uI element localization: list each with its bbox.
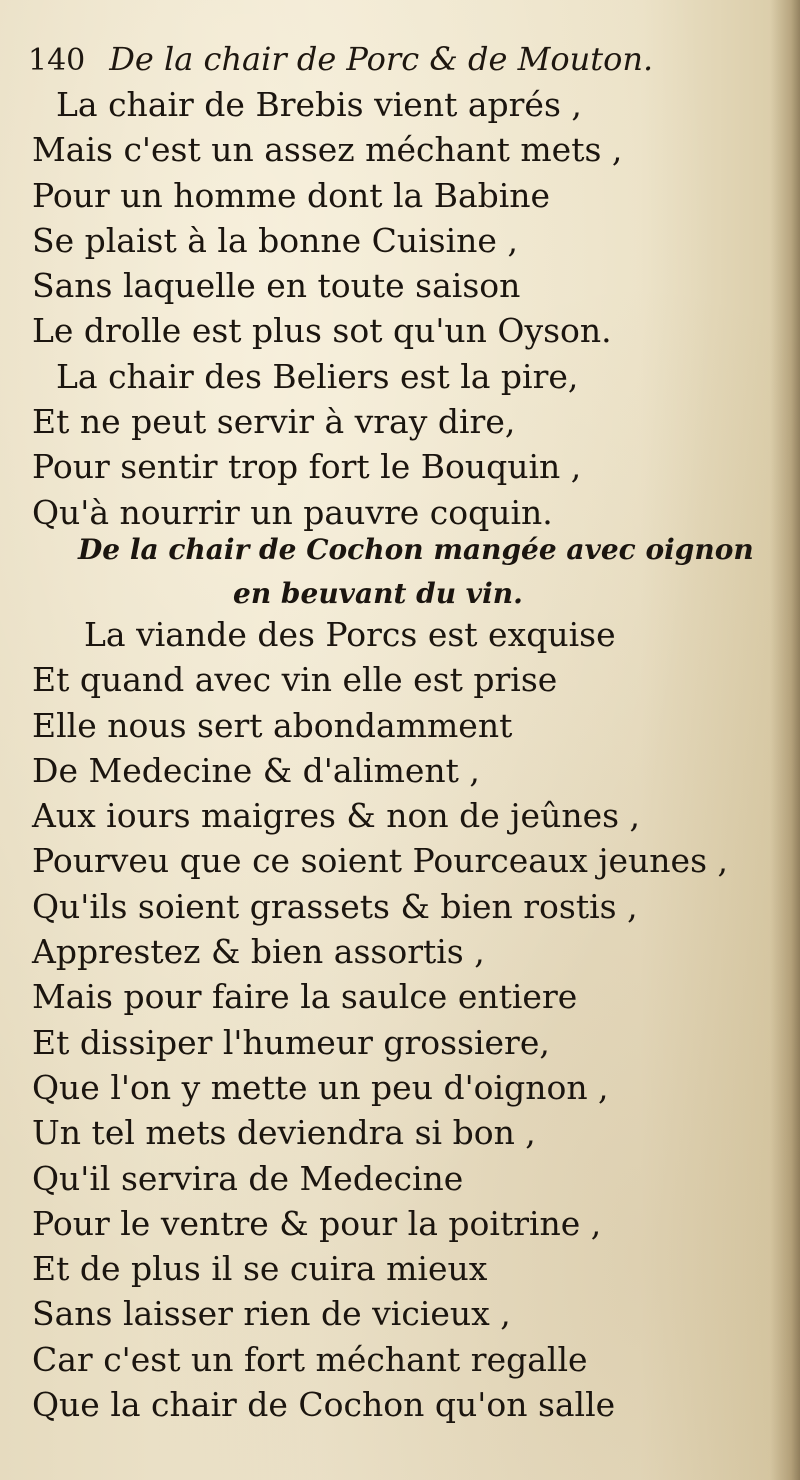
poem-stanza-1	[20, 82, 760, 535]
running-title: De la chair de Porc & de Mouton.	[109, 40, 654, 78]
verse-line: Car c'est un fort méchant regalle	[32, 1339, 588, 1379]
verse-line: Apprestez & bien assortis ,	[32, 932, 485, 972]
section-heading-line-2: en beuvant du vin.	[233, 577, 523, 610]
verse-line: Elle nous sert abondamment	[32, 705, 513, 745]
verse-line: La chair de Brebis vient aprés ,	[56, 85, 582, 124]
verse-line: Mais c'est un assez méchant mets ,	[32, 130, 623, 170]
verse-line: La viande des Porcs est exquise	[84, 615, 616, 654]
verse-line: Pour sentir trop fort le Bouquin ,	[32, 447, 582, 487]
verse-line: Pourveu que ce soient Pourceaux jeunes ,	[32, 841, 728, 881]
verse-line: Et ne peut servir à vray dire,	[32, 402, 516, 442]
verse-line: De Medecine & d'aliment ,	[32, 750, 480, 790]
verse-line: Aux iours maigres & non de jeûnes ,	[32, 796, 641, 836]
verse-line: La chair des Beliers est la pire,	[56, 356, 579, 396]
verse-line: Que l'on y mette un peu d'oignon ,	[32, 1067, 609, 1107]
section-heading-line-1: De la chair de Cochon mangée avec oignon	[78, 533, 754, 566]
page-gutter-shadow	[770, 0, 800, 1480]
verse-line: Qu'il servira de Medecine	[32, 1158, 464, 1198]
verse-line: Pour un homme dont la Babine	[32, 175, 551, 215]
verse-line: Et de plus il se cuira mieux	[32, 1249, 488, 1289]
section-heading	[20, 528, 760, 616]
poem-stanza-2	[20, 612, 760, 1427]
verse-line: Se plaist à la bonne Cuisine ,	[32, 220, 518, 260]
verse-line: Et dissiper l'humeur grossiere,	[32, 1022, 550, 1062]
verse-line: Qu'à nourrir un pauvre coquin.	[32, 492, 553, 532]
verse-line: Qu'ils soient grassets & bien rostis ,	[32, 886, 638, 926]
verse-line: Que la chair de Cochon qu'on salle	[32, 1385, 616, 1425]
verse-line: Mais pour faire la saulce entiere	[32, 977, 578, 1017]
verse-line: Sans laquelle en toute saison	[32, 266, 521, 306]
running-header	[28, 40, 768, 78]
verse-line: Sans laisser rien de vicieux ,	[32, 1294, 511, 1334]
page-number: 140	[28, 43, 86, 78]
verse-line: Un tel mets deviendra si bon ,	[32, 1113, 536, 1153]
verse-line: Et quand avec vin elle est prise	[32, 660, 558, 700]
verse-line: Pour le ventre & pour la poitrine ,	[32, 1203, 602, 1243]
verse-line: Le drolle est plus sot qu'un Oyson.	[32, 311, 612, 351]
